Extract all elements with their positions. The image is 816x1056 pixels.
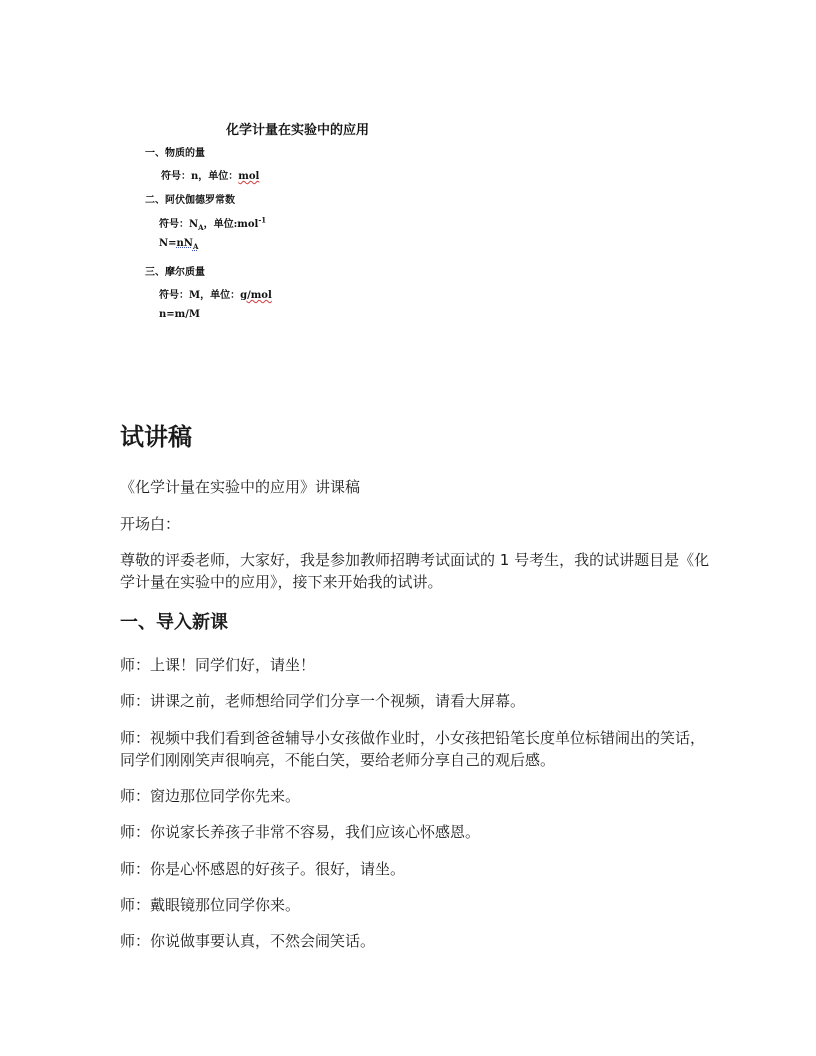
outline-heading-avogadro: 二、阿伏伽德罗常数: [145, 195, 235, 206]
outline-heading-molar-mass: 三、摩尔质量: [145, 267, 205, 278]
lesson-outline-image: [120, 108, 440, 338]
outline-molar-mass-unit-line: 符号：M，单位：g/mol: [159, 290, 272, 301]
outline-molar-mass-formula: n=m/M: [159, 309, 200, 320]
lecture-subtitle: 《化学计量在实验中的应用》讲课稿: [120, 478, 361, 496]
dialogue-line: 师：窗边那位同学你先来。: [120, 787, 301, 805]
dialogue-line: 师：上课！同学们好，请坐！: [120, 656, 316, 674]
document-title: 试讲稿: [120, 423, 192, 451]
dialogue-line: 师：讲课之前，老师想给同学们分享一个视频，请看大屏幕。: [120, 692, 526, 710]
outline-avogadro-symbol-line: 符号：$N_A$，单位:mol$^{-1}$: [159, 215, 267, 232]
dialogue-line: 师：视频中我们看到爸爸辅导小女孩做作业时，小女孩把铅笔长度单位标错闹出的笑话，同学们刚刚笑声很响亮，不能白笑，要给老师分享自己的观后感。: [120, 729, 706, 769]
section-heading-intro: 一、导入新课: [120, 612, 228, 633]
dialogue-line: 师：你说家长养孩子非常不容易，我们应该心怀感恩。: [120, 823, 481, 841]
outline-mol-unit-line: 符号：n，单位：mol: [161, 171, 260, 182]
dialogue-line: 师：你说做事要认真，不然会闹笑话。: [120, 932, 376, 950]
dialogue-line: 师：你是心怀感恩的好孩子。很好，请坐。: [120, 860, 406, 878]
opening-label: 开场白：: [120, 515, 181, 533]
outline-heading-amount-of-substance: 一、物质的量: [145, 148, 205, 159]
opening-paragraph: 尊敬的评委老师，大家好，我是参加教师招聘考试面试的 1 号考生，我的试讲题目是《化学计量在实验中的应用》，接下来开始我的试讲。: [120, 551, 710, 591]
outline-title: 化学计量在实验中的应用: [226, 123, 370, 138]
dialogue-line: 师：戴眼镜那位同学你来。: [120, 896, 301, 914]
outline-avogadro-formula: $N=nN_A$: [159, 238, 199, 251]
